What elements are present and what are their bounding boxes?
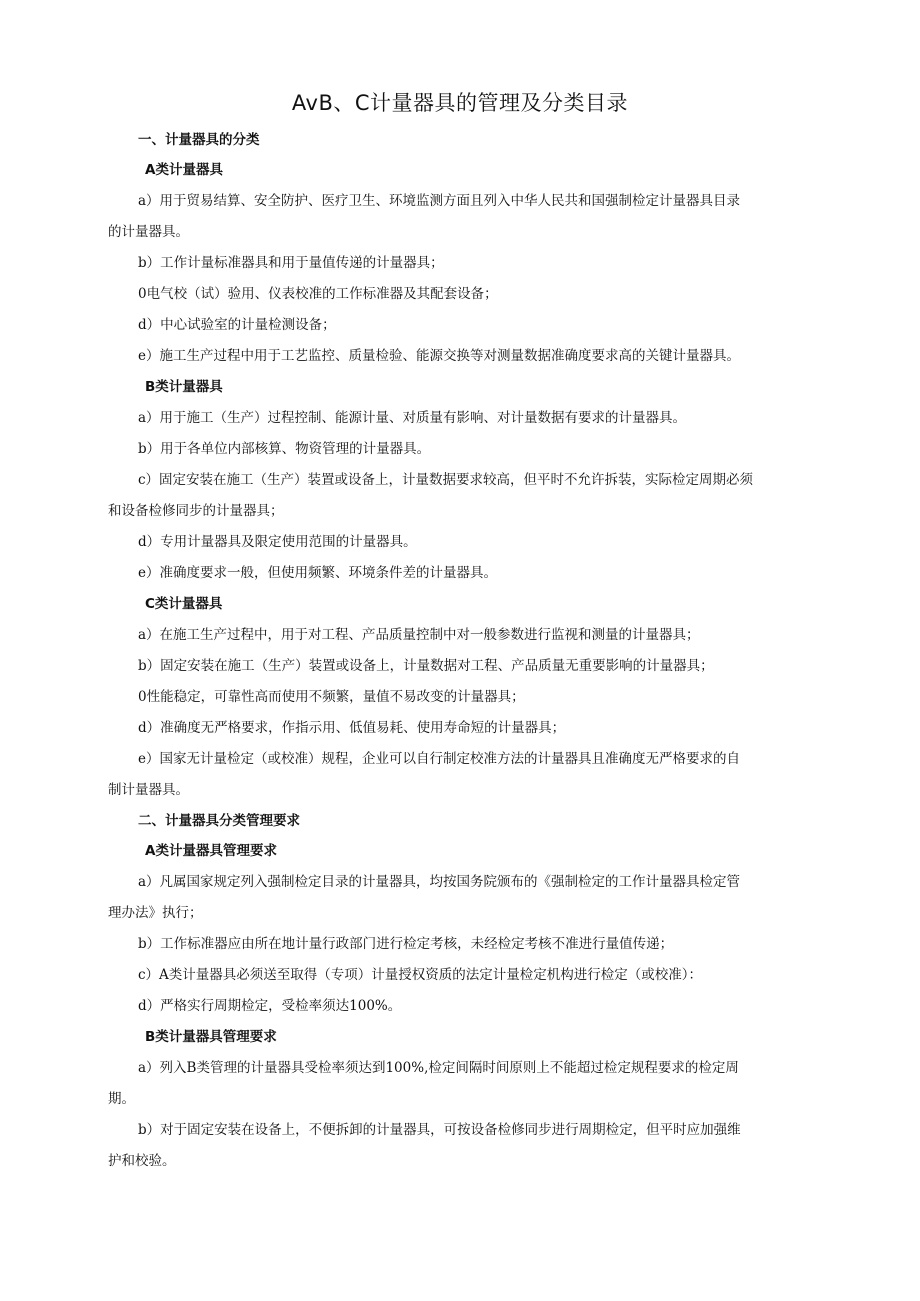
list-item <box>108 186 838 248</box>
list-item: c）A类计量器具必须送至取得（专项）计量授权资质的法定计量检定机构进行检定（或校准）： <box>138 967 703 983</box>
document-body <box>108 125 838 1177</box>
list-item-text: e）国家无计量检定（或校准）规程，企业可以自行制定校准方法的计量器具且准确度无严格要求的自 <box>138 751 740 767</box>
list-item: b）固定安装在施工（生产）装置或设备上，计量数据对工程、产品质量无重要影响的计量器具； <box>138 658 714 674</box>
list-item-continuation: 期。 <box>108 1091 135 1107</box>
section-heading-classification: 一、计量器具的分类 <box>138 132 260 148</box>
list-item: d）专用计量器具及限定使用范围的计量器具。 <box>138 534 417 550</box>
list-item: d）中心试验室的计量检测设备； <box>138 317 336 333</box>
list-item: d）严格实行周期检定，受检率须达100%。 <box>138 998 402 1014</box>
list-item: d）准确度无严格要求，作指示用、低值易耗、使用寿命短的计量器具； <box>138 720 566 736</box>
list-item-continuation: 理办法》执行； <box>108 905 203 921</box>
list-item: 0电气校（试）验用、仪表校准的工作标准器及其配套设备； <box>138 286 498 302</box>
list-item-continuation: 制计量器具。 <box>108 782 189 798</box>
list-item <box>108 867 838 929</box>
subheading-class-b-management: B类计量器具管理要求 <box>145 1029 277 1045</box>
list-item: b）用于各单位内部核算、物资管理的计量器具。 <box>138 441 431 457</box>
list-item: a）用于施工（生产）过程控制、能源计量、对质量有影响、对计量数据有要求的计量器具。 <box>138 410 687 426</box>
list-item: b）工作标准器应由所在地计量行政部门进行检定考核，未经检定考核不准进行量值传递； <box>138 936 674 952</box>
list-item-continuation: 和设备检修同步的计量器具； <box>108 503 284 519</box>
list-item: 0性能稳定，可靠性高而使用不频繁，量值不易改变的计量器具； <box>138 689 525 705</box>
list-item-continuation: 的计量器具。 <box>108 224 189 240</box>
list-item <box>108 1053 838 1115</box>
subheading-class-a-management: A类计量器具管理要求 <box>145 843 277 859</box>
list-item: b）工作计量标准器具和用于量值传递的计量器具； <box>138 255 444 271</box>
subheading-class-c: C类计量器具 <box>145 596 223 612</box>
subheading-class-b: B类计量器具 <box>145 379 223 395</box>
subheading-class-a: A类计量器具 <box>145 162 223 178</box>
list-item <box>108 744 838 806</box>
list-item: e）准确度要求一般，但使用频繁、环境条件差的计量器具。 <box>138 565 497 581</box>
list-item-continuation: 护和校验。 <box>108 1153 176 1169</box>
list-item: e）施工生产过程中用于工艺监控、质量检验、能源交换等对测量数据准确度要求高的关键计量器具。 <box>138 348 740 364</box>
page-title: AvB、C计量器具的管理及分类目录 <box>291 91 629 115</box>
list-item-text: a）用于贸易结算、安全防护、医疗卫生、环境监测方面且列入中华人民共和国强制检定计量器具目录 <box>138 193 741 209</box>
list-item <box>108 1115 838 1177</box>
list-item-text: b）对于固定安装在设备上，不便拆卸的计量器具，可按设备检修同步进行周期检定，但平时应加强维 <box>138 1122 741 1138</box>
list-item-text: a）凡属国家规定列入强制检定目录的计量器具，均按国务院颁布的《强制检定的工作计量器具检定管 <box>138 874 741 890</box>
list-item: a）在施工生产过程中，用于对工程、产品质量控制中对一般参数进行监视和测量的计量器具； <box>138 627 700 643</box>
list-item-text: a）列入B类管理的计量器具受检率须达到100%,检定间隔时间原则上不能超过检定规程要求的检定周 <box>138 1060 739 1076</box>
list-item-text: c）固定安装在施工（生产）装置或设备上，计量数据要求较高，但平时不允许拆装，实际检定周期必须 <box>138 472 754 488</box>
section-heading-management: 二、计量器具分类管理要求 <box>138 813 300 829</box>
list-item <box>108 465 838 527</box>
